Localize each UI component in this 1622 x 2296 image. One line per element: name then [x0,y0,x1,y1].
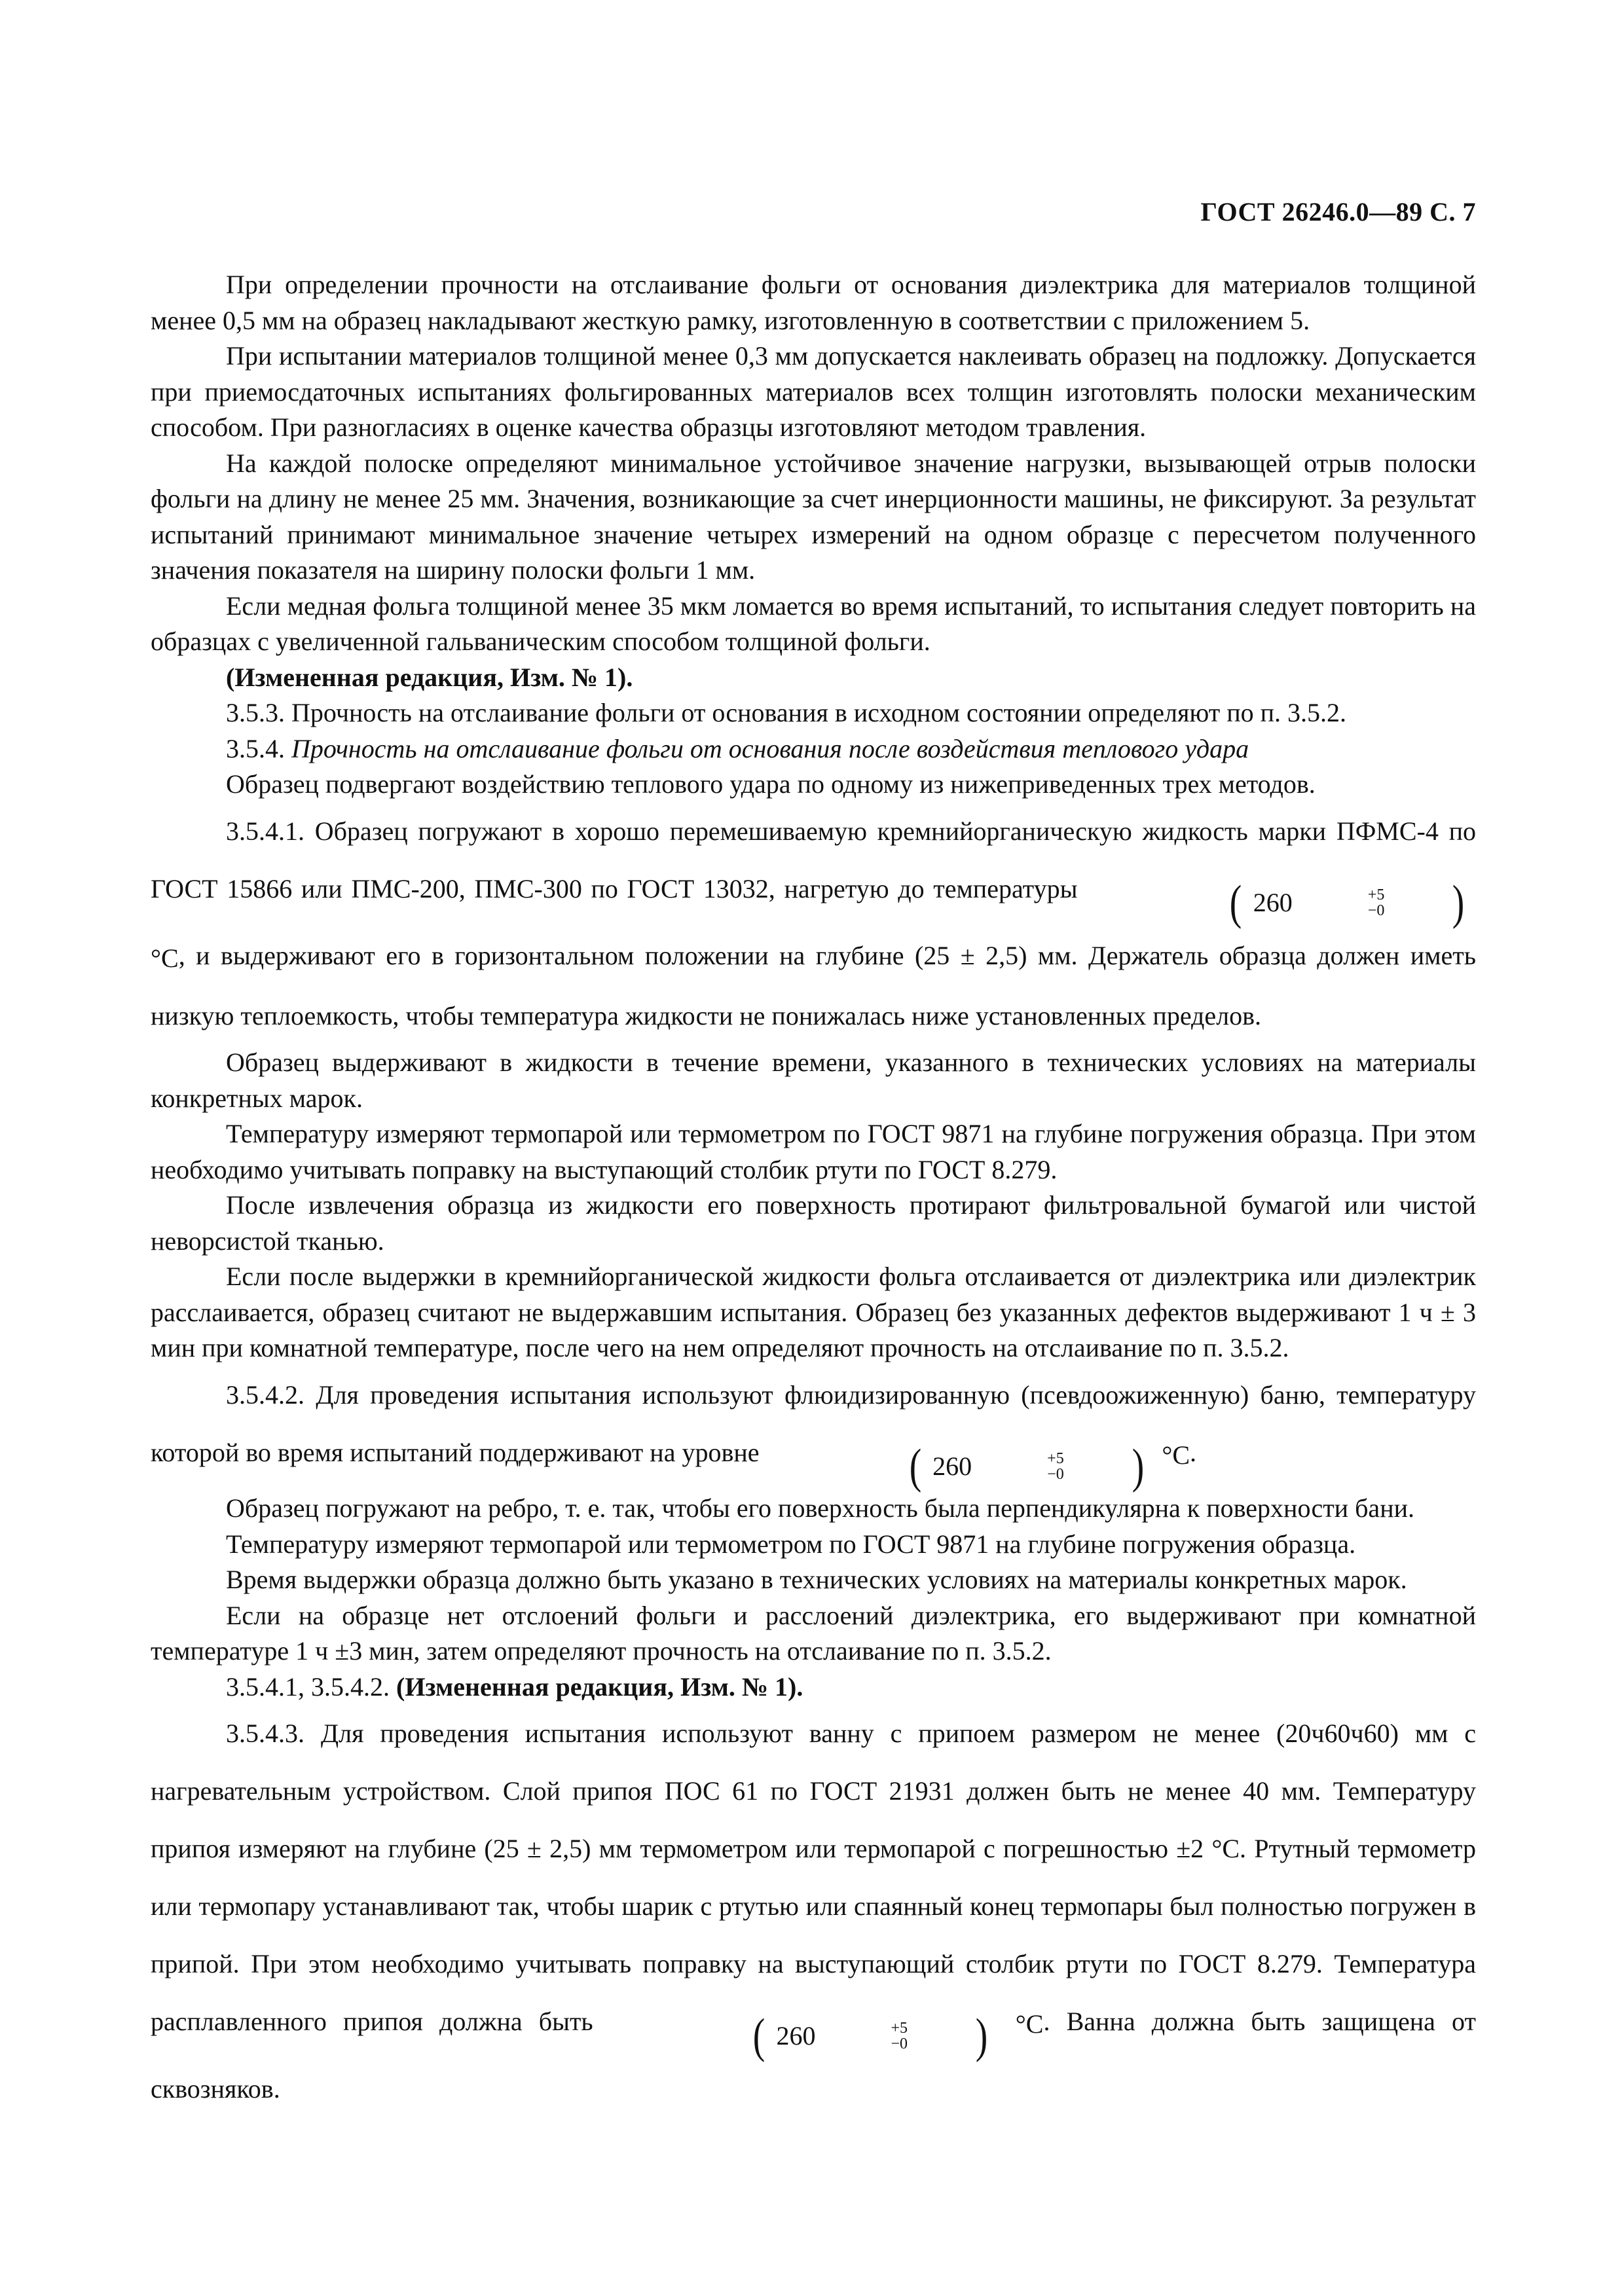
paragraph: На каждой полоске определяют минимальное устойчивое значение нагрузки, вызывающей отрыв полоски фольги на длину не менее 25 мм. Значения, возникающие за счет инерционности машины, не фиксируют. За результат испытаний принимают минимальное значение четырех измерений на одном образце с пересчетом полученного значения показателя на ширину полоски фольги 1 мм. [151,448,1476,585]
formula-unit: °C [151,943,179,974]
formula-upper: +5 [891,2020,908,2037]
temperature-formula: ( 260 +5 −0 ) [1229,876,1465,930]
paragraph-3-5-4-2 [151,1366,1476,1494]
paragraph: Температуру измеряют термопарой или термометром по ГОСТ 9871 на глубине погружения образца. [226,1529,1356,1559]
formula-lower: −0 [1367,902,1385,920]
section-number: 3.5.4. [226,733,291,763]
paragraph-3-5-4-1 [151,803,1476,1046]
paragraph: Время выдержки образца должно быть указано в технических условиях на материалы конкретных марок. [226,1565,1407,1595]
text-run: . [1190,1437,1197,1467]
section-number: 3.5.4.1, 3.5.4.2. [226,1671,396,1702]
paragraph: Если на образце нет отслоений фольги и расслоений диэлектрика, его выдерживают при комнатной температуре 1 ч ±3 мин, затем определяют прочность на отслаивание по п. 3.5.2. [151,1600,1476,1666]
page-header: ГОСТ 26246.0—89 С. 7 [1200,197,1476,227]
section-title: Прочность на отслаивание фольги от основания после воздействия теплового удара [291,733,1249,763]
paragraph: Образец подвергают воздействию теплового удара по одному из нижеприведенных трех методов. [226,769,1316,799]
formula-base: 260 [932,1451,972,1482]
paragraph: Если после выдержки в кремнийорганической жидкости фольга отслаивается от диэлектрика или диэлектрик расслаивается, образец считают не выдержавшим испытания. Образец без указанных дефектов выдерживают 1 ч ± 3 мин при комнатной температуре, после чего на нем определяют прочность на отслаивание по п. 3.5.2. [151,1262,1476,1363]
amendment-note [151,1669,1476,1705]
paragraph-3-5-4 [151,731,1476,767]
paragraph: Если медная фольга толщиной менее 35 мкм ломается во время испытаний, то испытания следует повторить на образцах с увеличенной гальваническим способом толщиной фольги. [151,591,1476,656]
formula-upper: +5 [1367,886,1385,904]
paragraph: Температуру измеряют термопарой или термометром по ГОСТ 9871 на глубине погружения образца. При этом необходимо учитывать поправку на выступающий столбик ртути по ГОСТ 8.279. [151,1119,1476,1184]
amendment-text: (Измененная редакция, Изм. № 1). [396,1671,803,1702]
text-run: 3.5.4.3. Для проведения испытания используют ванну с припоем размером не менее (20ч60ч60) мм с нагревательным устройством. Слой припоя ПОС 61 по ГОСТ 21931 должен быть не менее 40 мм. Температуру припоя измеряют на глубине (25 ± 2,5) мм термометром или термопарой с погрешностью ±2 °С. Ртутный термометр или термопару устанавливают так, чтобы шарик с ртутью или спаянный конец термопары был полностью погружен в припой. При этом необходимо учитывать поправку на выступающий столбик ртути по ГОСТ 8.279. Температура расплавленного припоя должна быть [151,1719,1476,2037]
paragraph: Образец выдерживают в жидкости в течение времени, указанного в технических условиях на материалы конкретных марок. [151,1048,1476,1113]
formula-unit: °C [1162,1440,1190,1470]
document-body [151,267,1476,2118]
paragraph-3-5-3: 3.5.3. Прочность на отслаивание фольги от основания в исходном состоянии определяют по п. 3.5.2. [226,698,1347,727]
paragraph: При определении прочности на отслаивание фольги от основания диэлектрика для материалов толщиной менее 0,5 мм на образец накладывают жесткую рамку, изготовленную в соответствии с приложением 5. [151,270,1476,335]
formula-unit: °C [1015,2009,1044,2039]
formula-base: 260 [1253,888,1293,918]
formula-base: 260 [776,2021,816,2051]
paragraph: При испытании материалов толщиной менее 0,3 мм допускается наклеивать образец на подложку. Допускается при приемосдаточных испытаниях фольгированных материалов всех толщин изготовлять полоски механическим способом. При разногласиях в оценке качества образцы изготовляют методом травления. [151,341,1476,442]
formula-lower: −0 [891,2035,908,2053]
text-run: . Ванна должна быть защищена от сквозняков. [151,2007,1476,2104]
text-run: 3.5.4.2. Для проведения испытания используют флюидизированную (псевдоожиженную) баню, температуру которой во время испытаний поддерживают на уровне [151,1379,1476,1467]
text-run: 3.5.4.1. Образец погружают в хорошо перемешиваемую кремнийорганическую жидкость марки ПФМС-4 по ГОСТ 15866 или ПМС-200, ПМС-300 по ГОСТ 13032, нагретую до температуры [151,816,1476,903]
formula-upper: +5 [1047,1450,1064,1468]
paragraph-3-5-4-3 [151,1705,1476,2118]
temperature-formula: ( 260 +5 −0 ) [752,2009,988,2064]
paragraph: Образец погружают на ребро, т. е. так, чтобы его поверхность была перпендикулярна к поверхности бани. [226,1493,1414,1523]
formula-lower: −0 [1047,1466,1064,1484]
amendment-note: (Измененная редакция, Изм. № 1). [226,662,633,692]
text-run: , и выдерживают его в горизонтальном положении на глубине (25 ± 2,5) мм. Держатель образца должен иметь низкую теплоемкость, чтобы температура жидкости не понижалась ниже установленных пределов. [151,941,1476,1031]
temperature-formula: ( 260 +5 −0 ) [909,1440,1144,1494]
paragraph: После извлечения образца из жидкости его поверхность протирают фильтровальной бумагой или чистой неворсистой тканью. [151,1190,1476,1256]
